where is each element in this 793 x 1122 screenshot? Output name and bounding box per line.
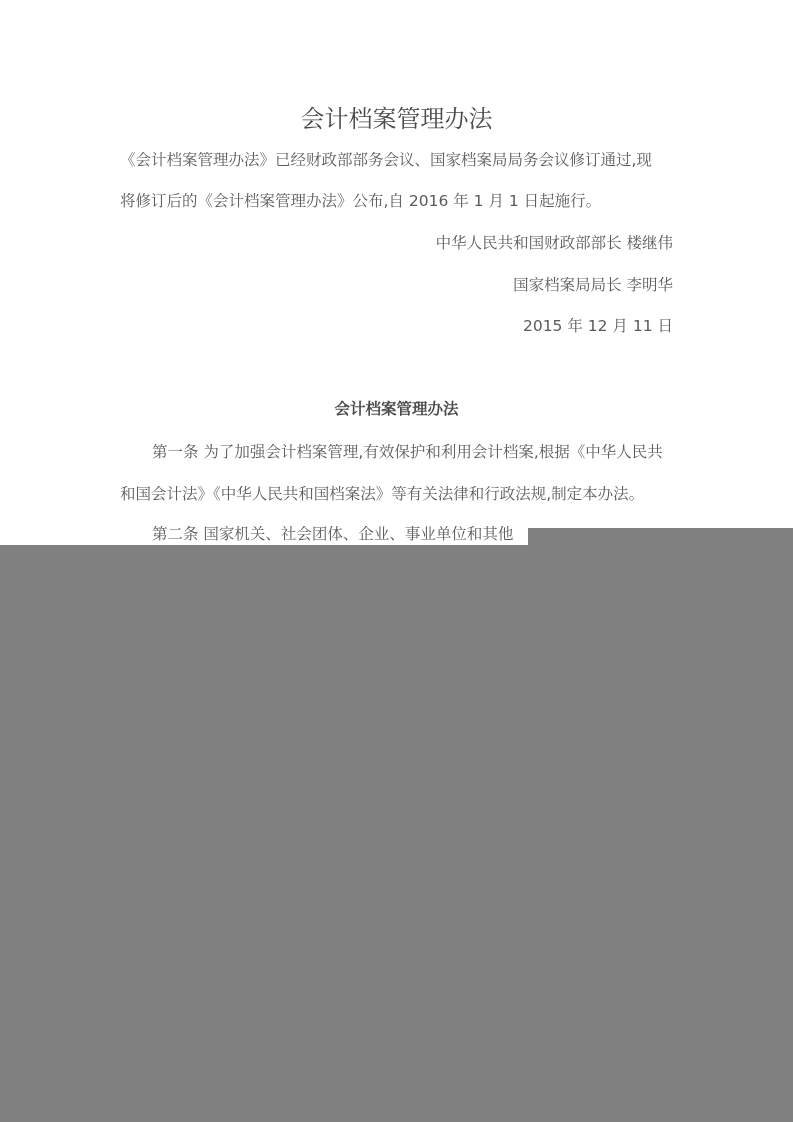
signature-minister-of-finance: 中华人民共和国财政部部长 楼继伟	[435, 234, 673, 252]
article-1-line-2: 和国会计法》《中华人民共和国档案法》等有关法律和行政法规,制定本办法。	[120, 485, 645, 503]
document-title: 会计档案管理办法	[300, 105, 493, 133]
article-1-line-1: 第一条 为了加强会计档案管理,有效保护和利用会计档案,根据《中华人民共	[152, 443, 663, 461]
article-2-line-1: 第二条 国家机关、社会团体、企业、事业单位和其他	[152, 525, 514, 543]
preamble-line-1: 《会计档案管理办法》已经财政部部务会议、国家档案局局务会议修订通过,现	[120, 151, 652, 169]
gray-overlay	[0, 545, 793, 1122]
preamble-line-2: 将修订后的《会计档案管理办法》公布,自 2016 年 1 月 1 日起施行。	[120, 192, 602, 210]
signature-archives-director: 国家档案局局长 李明华	[513, 276, 673, 294]
section-heading: 会计档案管理办法	[334, 400, 459, 418]
issue-date: 2015 年 12 月 11 日	[522, 317, 673, 335]
